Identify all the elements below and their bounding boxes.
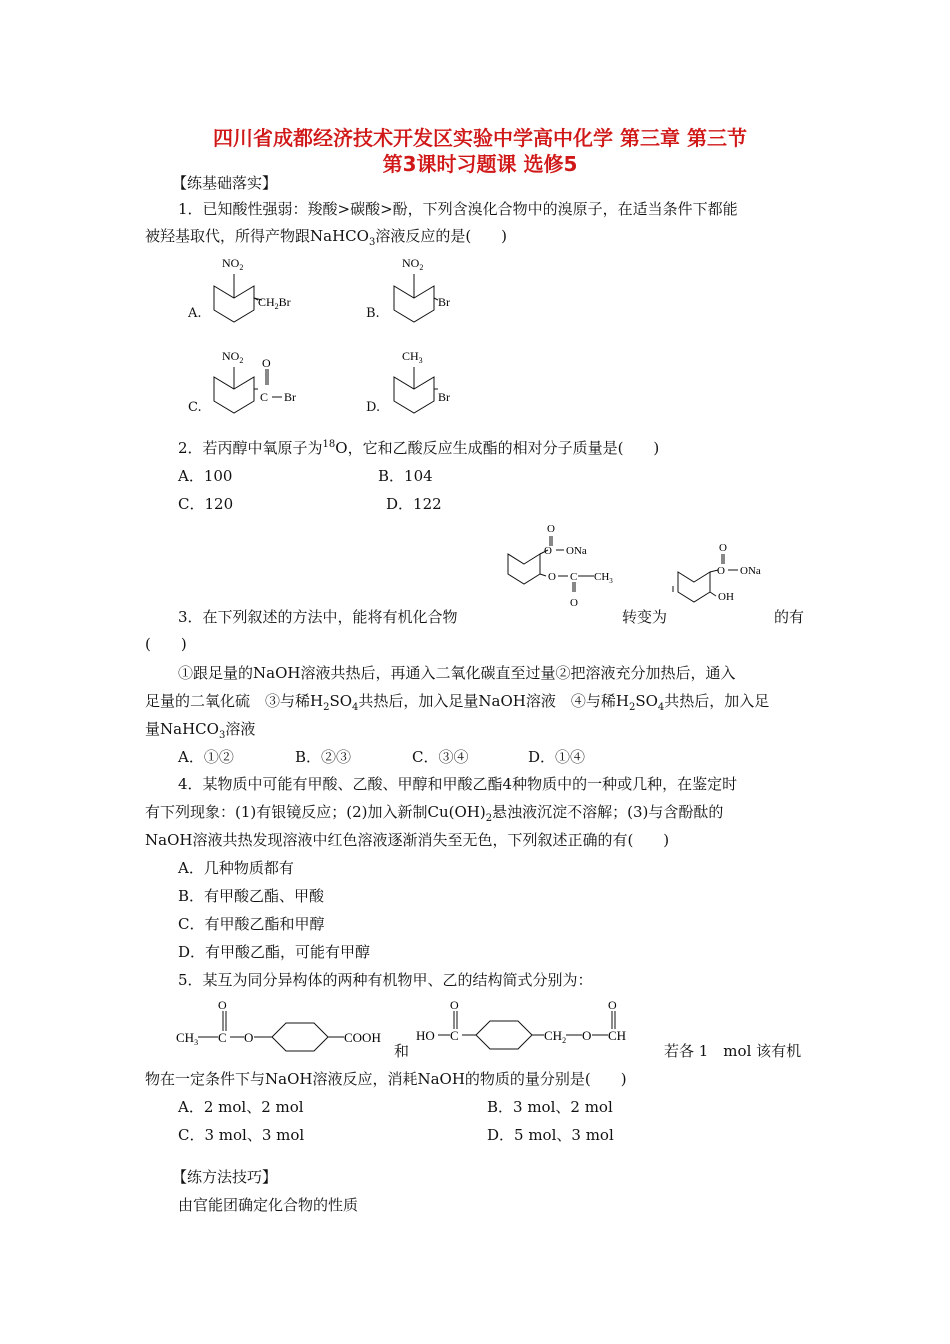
q3r-ch3: $CH_3$	[594, 571, 613, 585]
q4-option-b: B．有甲酸乙酯、甲酸	[178, 887, 325, 905]
q3-line1a: 3．在下列叙述的方法中，能将有机化合物	[178, 608, 458, 626]
section-heading-methods: 【练方法技巧】	[172, 1168, 278, 1186]
q3-line1b: 转变为	[622, 608, 668, 626]
q3p-o1: O	[717, 565, 725, 577]
q1a-ch2br: $CH_2Br$	[258, 295, 291, 311]
q5-line3: 物在一定条件下与NaOH溶液反应，消耗NaOH的物质的量分别是( )	[145, 1070, 627, 1088]
q5-structure-jia	[174, 995, 394, 1065]
q2-option-c: C．120	[178, 495, 234, 513]
q3r-o1: O	[544, 545, 552, 557]
q1-option-c-label: C.	[188, 400, 202, 415]
q3-line1c: 的有	[774, 608, 805, 626]
q1-option-b-label: B.	[366, 306, 380, 321]
q5b-o: O	[582, 1028, 592, 1043]
q5b-ho: HO	[416, 1028, 435, 1043]
q2-option-a: A．100	[178, 467, 233, 485]
q1-option-a-label: A.	[188, 306, 202, 321]
q3-option-c: C．③④	[412, 748, 469, 766]
q1-structure-c	[200, 345, 320, 430]
q5-option-d: D．5 mol、3 mol	[487, 1126, 614, 1144]
q5-line1: 5．某互为同分异构体的两种有机物甲、乙的结构简式分别为：	[178, 971, 593, 989]
q5-tail: 若各 1 mol 该有机	[664, 1042, 802, 1060]
q5b-c: C	[450, 1028, 459, 1043]
q5-structure-yi	[414, 995, 644, 1065]
q4-option-a: A．几种物质都有	[178, 859, 294, 877]
q5a-o-top: O	[218, 998, 227, 1012]
q3r-o2: O	[548, 571, 556, 583]
q5b-ch2: $CH_2$	[544, 1028, 567, 1045]
q3-statement3: 量NaHCO$_3$溶液	[145, 720, 256, 741]
q3-option-d: D．①④	[528, 748, 586, 766]
q3r-o-top: O	[547, 523, 555, 535]
subsection-functional-groups: 由官能团确定化合物的性质	[178, 1196, 359, 1214]
q3p-ona: ONa	[740, 565, 761, 577]
q1-option-d-label: D.	[366, 400, 381, 415]
q4-line3: NaOH溶液共热发现溶液中红色溶液逐渐消失至无色，下列叙述正确的有( )	[145, 831, 670, 849]
q1c-no2: $NO_2$	[222, 349, 244, 365]
q3-structure-reactant	[496, 520, 626, 620]
q5-and: 和	[394, 1042, 410, 1060]
q2-option-b: B．104	[378, 467, 433, 485]
q1c-o: O	[262, 356, 271, 370]
q3-structure-product	[670, 540, 780, 620]
q1-structure-b	[380, 252, 480, 342]
q4-option-c: C．有甲酸乙酯和甲醇	[178, 915, 325, 933]
q1c-c: C	[260, 390, 269, 404]
q5a-o: O	[244, 1030, 254, 1045]
q1c-br: Br	[284, 390, 296, 404]
q1-structure-a	[200, 252, 320, 342]
q4-option-d: D．有甲酸乙酯，可能有甲醇	[178, 943, 371, 961]
q1-line2: 被羟基取代，所得产物跟NaHCO$_3$溶液反应的是( )	[145, 227, 508, 248]
document-title-line2: 第3课时习题课 选修5	[382, 152, 578, 176]
q1-line1: 1．已知酸性强弱：羧酸>碳酸>酚，下列含溴化合物中的溴原子，在适当条件下都能	[178, 200, 738, 218]
q4-line2: 有下列现象：(1)有银镜反应；(2)加入新制$Cu(OH)_2$悬浊液沉淀不溶解；(3)与含酚酞的	[145, 803, 724, 824]
q5b-o-top1: O	[450, 998, 459, 1012]
q5b-ch: CH	[608, 1028, 627, 1043]
q1b-no2: $NO_2$	[402, 256, 424, 272]
q5-option-b: B．3 mol、2 mol	[487, 1098, 613, 1116]
q4-line1: 4．某物质中可能有甲酸、乙酸、甲醇和甲酸乙酯4种物质中的一种或几种，在鉴定时	[178, 775, 738, 793]
q3-line2: ( )	[145, 635, 187, 653]
q3-option-a: A．①②	[178, 748, 234, 766]
q3p-o-top: O	[719, 542, 727, 554]
q1a-no2: $NO_2$	[222, 256, 244, 272]
q3r-ona: ONa	[566, 545, 587, 557]
q1-structure-d	[380, 345, 480, 430]
q3-statement1: ①跟足量的NaOH溶液共热后，再通入二氧化碳直至过量②把溶液充分加热后，通入	[178, 664, 736, 682]
q5-option-c: C．3 mol、3 mol	[178, 1126, 305, 1144]
q5a-cooh: COOH	[344, 1030, 381, 1045]
q3r-o-bottom: O	[570, 597, 578, 609]
q2-option-d: D．122	[386, 495, 442, 513]
q5a-c: C	[218, 1030, 227, 1045]
q3r-c: C	[570, 571, 578, 583]
q3-option-b: B．②③	[295, 748, 352, 766]
q5-option-a: A．2 mol、2 mol	[178, 1098, 304, 1116]
q1d-br: Br	[438, 390, 450, 404]
q5b-o-top2: O	[608, 998, 617, 1012]
q1b-br: Br	[438, 295, 450, 309]
document-title-line1: 四川省成都经济技术开发区实验中学高中化学 第三章 第三节	[213, 126, 747, 150]
q3p-oh: OH	[718, 591, 734, 603]
q2-line: 2．若丙醇中氧原子为$^{18}$O，它和乙酸反应生成酯的相对分子质量是( )	[178, 439, 660, 457]
q5a-ch3: $CH_3$	[176, 1030, 199, 1047]
q1d-ch3: $CH_3$	[402, 349, 423, 365]
q3-statement2: 足量的二氧化硫 ③与稀$H_2SO_4$共热后，加入足量NaOH溶液 ④与稀$H_2SO_4$共热后，加入足	[145, 692, 770, 713]
section-heading-basics: 【练基础落实】	[172, 174, 278, 192]
